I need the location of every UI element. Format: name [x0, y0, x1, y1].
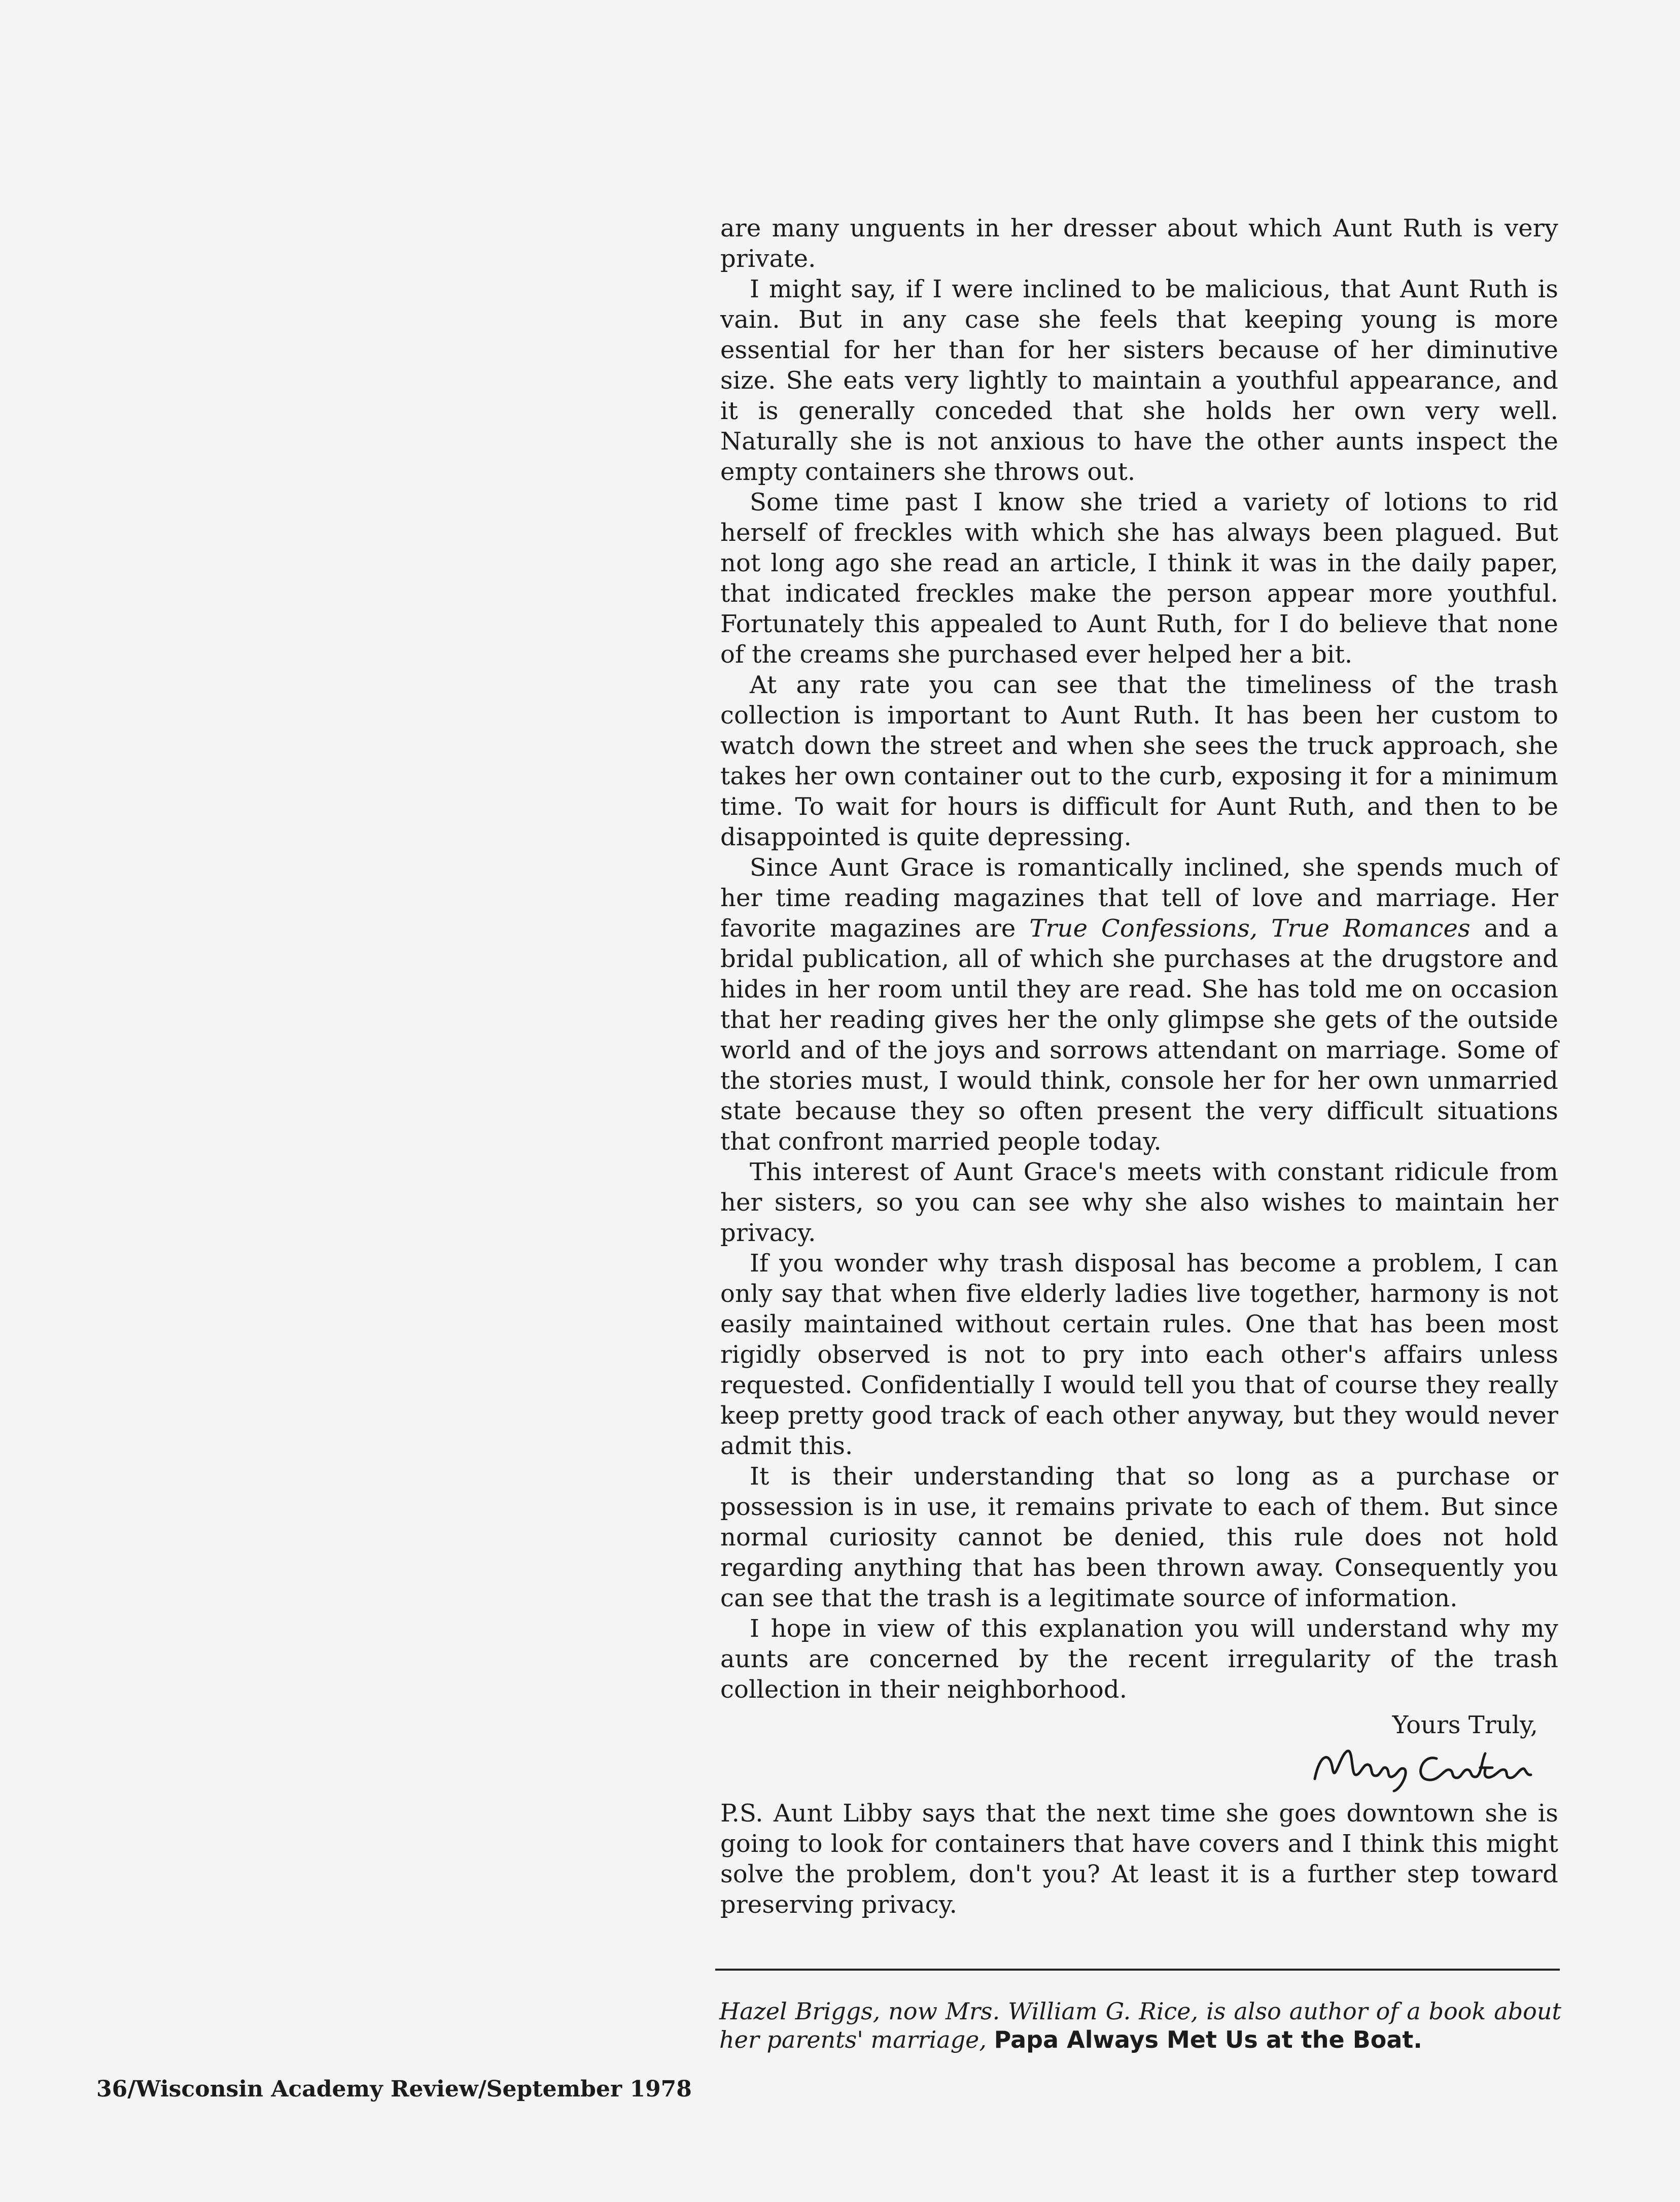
article-paragraph: Some time past I know she tried a variety of lotions to rid herself of freckles with which she has always been plagued. But not long ago she read an article, I think it was in the daily paper, that indicated freckles make the person appear more youthful. Fortunately this appealed to Aunt Ruth, for I do believe that none of the creams she purchased ever helped her a bit.: [720, 488, 1558, 669]
article-paragraph: I hope in view of this explanation you will understand why my aunts are concerned by the recent irregularity of the trash collection in their neighborhood.: [720, 1614, 1558, 1704]
article-column: [720, 213, 1558, 1920]
page-footer: 36/Wisconsin Academy Review/September 1978: [96, 2076, 692, 2102]
bio-text: Hazel Briggs, now Mrs. William G. Rice, is also author of a book about her parents' marriage,: [719, 1998, 1561, 2053]
article-paragraph: At any rate you can see that the timeliness of the trash collection is important to Aunt Ruth. It has been her custom to watch down the street and when she sees the truck approach, she takes her own container out to the curb, exposing it for a minimum time. To wait for hours is difficult for Aunt Ruth, and then to be disappointed is quite depressing.: [720, 671, 1558, 851]
article-paragraph: are many unguents in her dresser about which Aunt Ruth is very private.: [720, 214, 1558, 273]
article-paragraph: If you wonder why trash disposal has become a problem, I can only say that when five elderly ladies live together, harmony is not easily maintained without certain rules. One that has been most rigidly observed is not to pry into each other's affairs unless requested. Confidentially I would tell you that of course they really keep pretty good track of each other anyway, but they would never admit this.: [720, 1249, 1558, 1460]
article-paragraph: It is their understanding that so long as a purchase or possession is in use, it remains private to each of them. But since normal curiosity cannot be denied, this rule does not hold regarding anything that has been thrown away. Consequently you can see that the trash is a legitimate source of information.: [720, 1462, 1558, 1612]
paragraph-text: and a bridal publication, all of which she purchases at the drugstore and hides in her room until they are read. She has told me on occasion that her reading gives her the only glimpse she gets of the outside world and of the joys and sorrows attendant on marriage. Some of the stories must, I would think, console her for her own unmarried state because they so often present the very difficult situations that confront married people today.: [720, 914, 1558, 1156]
divider-rule: [715, 1969, 1560, 1971]
article-paragraph: This interest of Aunt Grace's meets with constant ridicule from her sisters, so you can see why she also wishes to maintain her privacy.: [720, 1158, 1558, 1247]
letter-closing: Yours Truly,: [1392, 1711, 1538, 1739]
author-bio: [719, 1997, 1561, 2054]
article-paragraph: I might say, if I were inclined to be malicious, that Aunt Ruth is vain. But in any case she feels that keeping young is more essential for her than for her sisters because of her diminutive size. She eats very lightly to maintain a youthful appearance, and it is generally conceded that she holds her own very well. Naturally she is not anxious to have the other aunts inspect the empty containers she throws out.: [720, 275, 1558, 486]
paragraph-text: Since Aunt Grace is romantically inclined, she spends much of her time reading magazines that tell of love and marriage. Her favorite magazines are: [720, 853, 1558, 943]
handwritten-signature: [720, 1738, 1558, 1794]
book-title: Papa Always Met Us at the Boat.: [994, 2026, 1422, 2053]
postscript: P.S. Aunt Libby says that the next time she goes downtown she is going to look for containers that have covers and I think this might solve the problem, don't you? At least it is a further step toward preserving privacy.: [720, 1799, 1558, 1919]
magazine-titles: True Confessions, True Romances: [1029, 914, 1471, 943]
signature-mark: [1305, 1738, 1538, 1794]
article-paragraph-magazines: [720, 852, 1558, 1157]
